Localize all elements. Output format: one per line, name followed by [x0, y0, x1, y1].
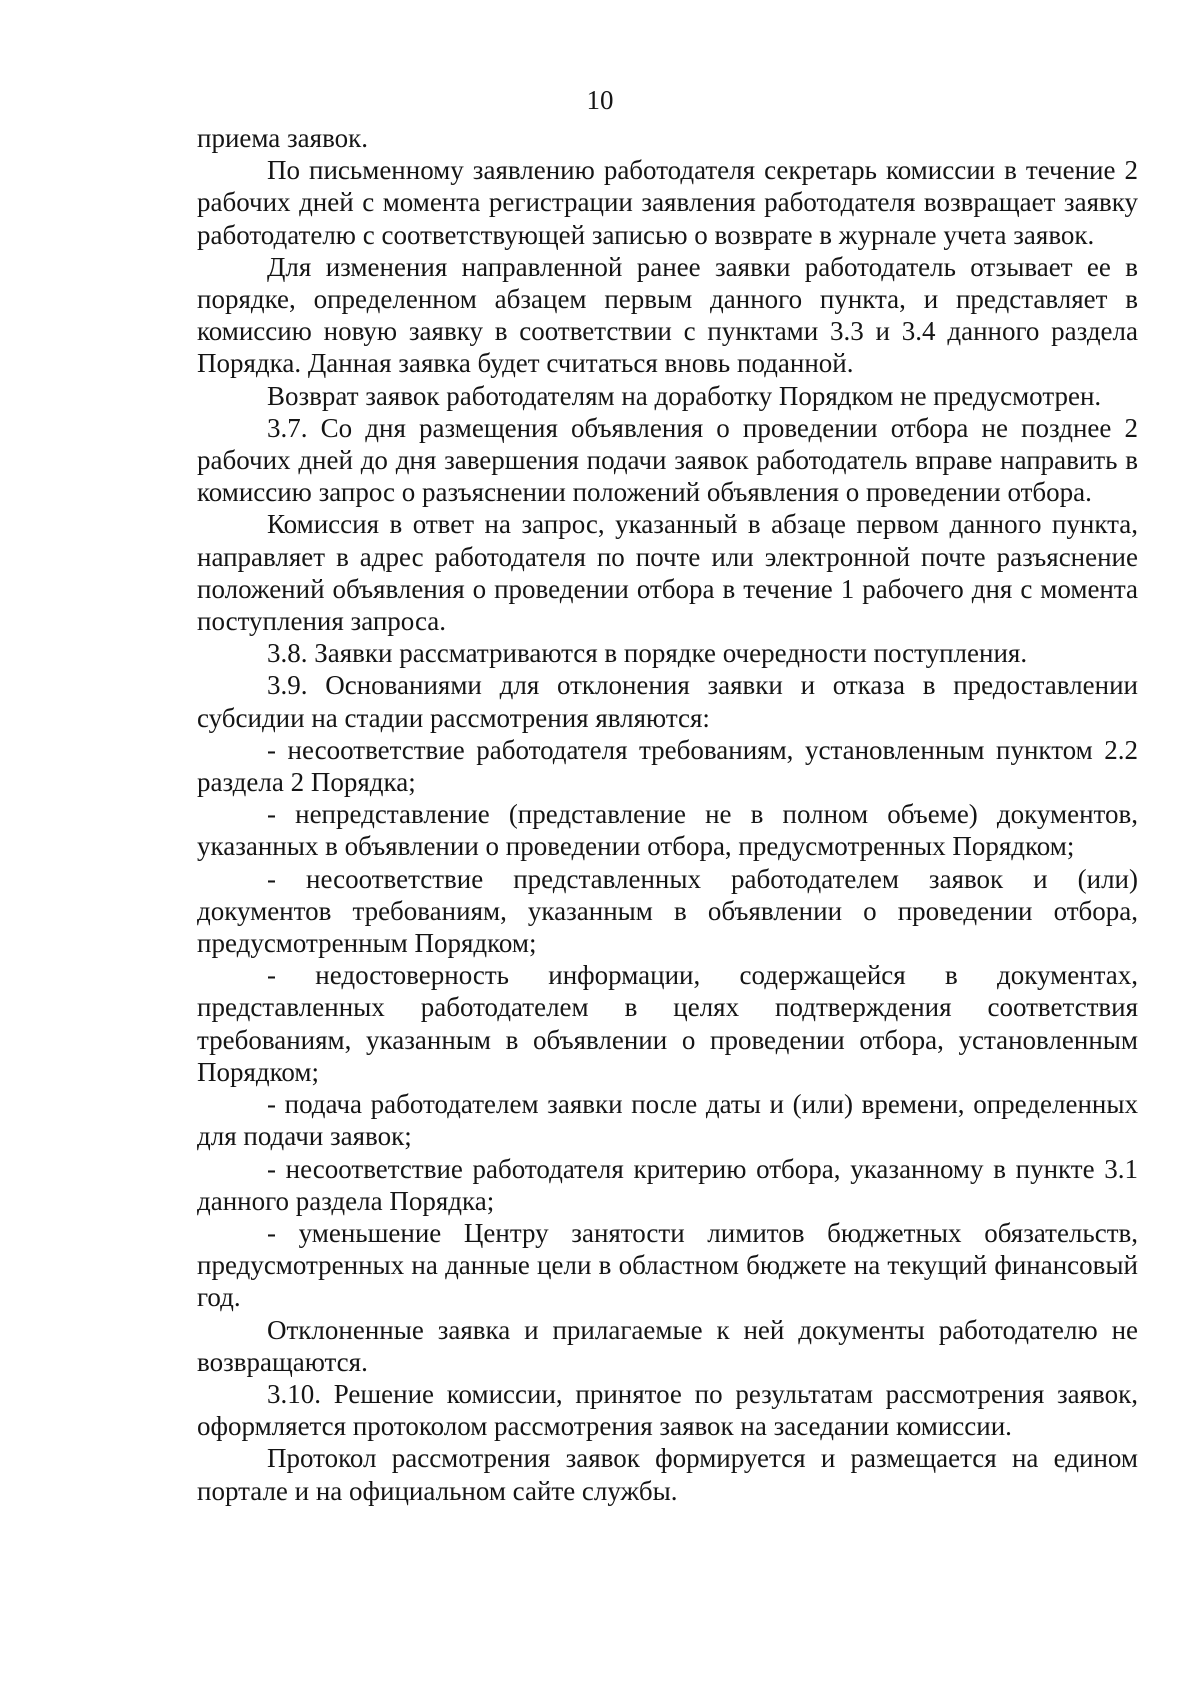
paragraph: 3.8. Заявки рассматриваются в порядке очередности поступления.	[267, 638, 1028, 669]
list-item: - недостоверность информации, содержащейся в документах, представленных работодателем в целях подтверждения соответствия требованиям, указанным в объявлении о проведении отбора, установленным Порядком;	[197, 960, 1138, 1087]
paragraph: 3.9. Основаниями для отклонения заявки и отказа в предоставлении субсидии на стадии рассмотрения являются:	[197, 670, 1138, 733]
paragraph: приема заявок.	[197, 123, 369, 153]
list-item: - непредставление (представление не в полном объеме) документов, указанных в объявлении о проведении отбора, предусмотренных Порядком;	[197, 799, 1138, 862]
paragraph: 3.7. Со дня размещения объявления о проведении отбора не позднее 2 рабочих дней до дня завершения подачи заявок работодатель вправе направить в комиссию запрос о разъяснении положений объявления о проведении отбора.	[197, 412, 1138, 508]
paragraph: Протокол рассмотрения заявок формируется и размещается на едином портале и на официальном сайте службы.	[197, 1443, 1138, 1506]
document-body	[197, 122, 1138, 1507]
list-item: - уменьшение Центру занятости лимитов бюджетных обязательств, предусмотренных на данные цели в областном бюджете на текущий финансовый год.	[197, 1217, 1138, 1313]
list-item: - подача работодателем заявки после даты и (или) времени, определенных для подачи заявок;	[197, 1089, 1138, 1152]
list-item: - несоответствие представленных работодателем заявок и (или) документов требованиям, указанным в объявлении о проведении отбора, предусмотренным Порядком;	[197, 863, 1138, 959]
page-number: 10	[586, 85, 614, 115]
paragraph: Для изменения направленной ранее заявки работодатель отзывает ее в порядке, определенном абзацем первым данного пункта, и представляет в комиссию новую заявку в соответствии с пунктами 3.3 и 3.4 данного раздела Порядка. Данная заявка будет считаться вновь поданной.	[197, 251, 1138, 379]
list-item: - несоответствие работодателя требованиям, установленным пунктом 2.2 раздела 2 Порядка;	[197, 734, 1138, 798]
list-item: - несоответствие работодателя критерию отбора, указанному в пункте 3.1 данного раздела Порядка;	[197, 1153, 1138, 1216]
paragraph: Отклоненные заявка и прилагаемые к ней документы работодателю не возвращаются.	[197, 1314, 1138, 1377]
paragraph: 3.10. Решение комиссии, принятое по результатам рассмотрения заявок, оформляется протоколом рассмотрения заявок на заседании комиссии.	[197, 1378, 1138, 1442]
paragraph: Комиссия в ответ на запрос, указанный в абзаце первом данного пункта, направляет в адрес работодателя по почте или электронной почте разъяснение положений объявления о проведении отбора в течение 1 рабочего дня с момента поступления запроса.	[197, 509, 1138, 637]
paragraph: Возврат заявок работодателям на доработку Порядком не предусмотрен.	[267, 380, 1102, 411]
paragraph: По письменному заявлению работодателя секретарь комиссии в течение 2 рабочих дней с момента регистрации заявления работодателя возвращает заявку работодателю с соответствующей записью о возврате в журнале учета заявок.	[197, 155, 1138, 250]
